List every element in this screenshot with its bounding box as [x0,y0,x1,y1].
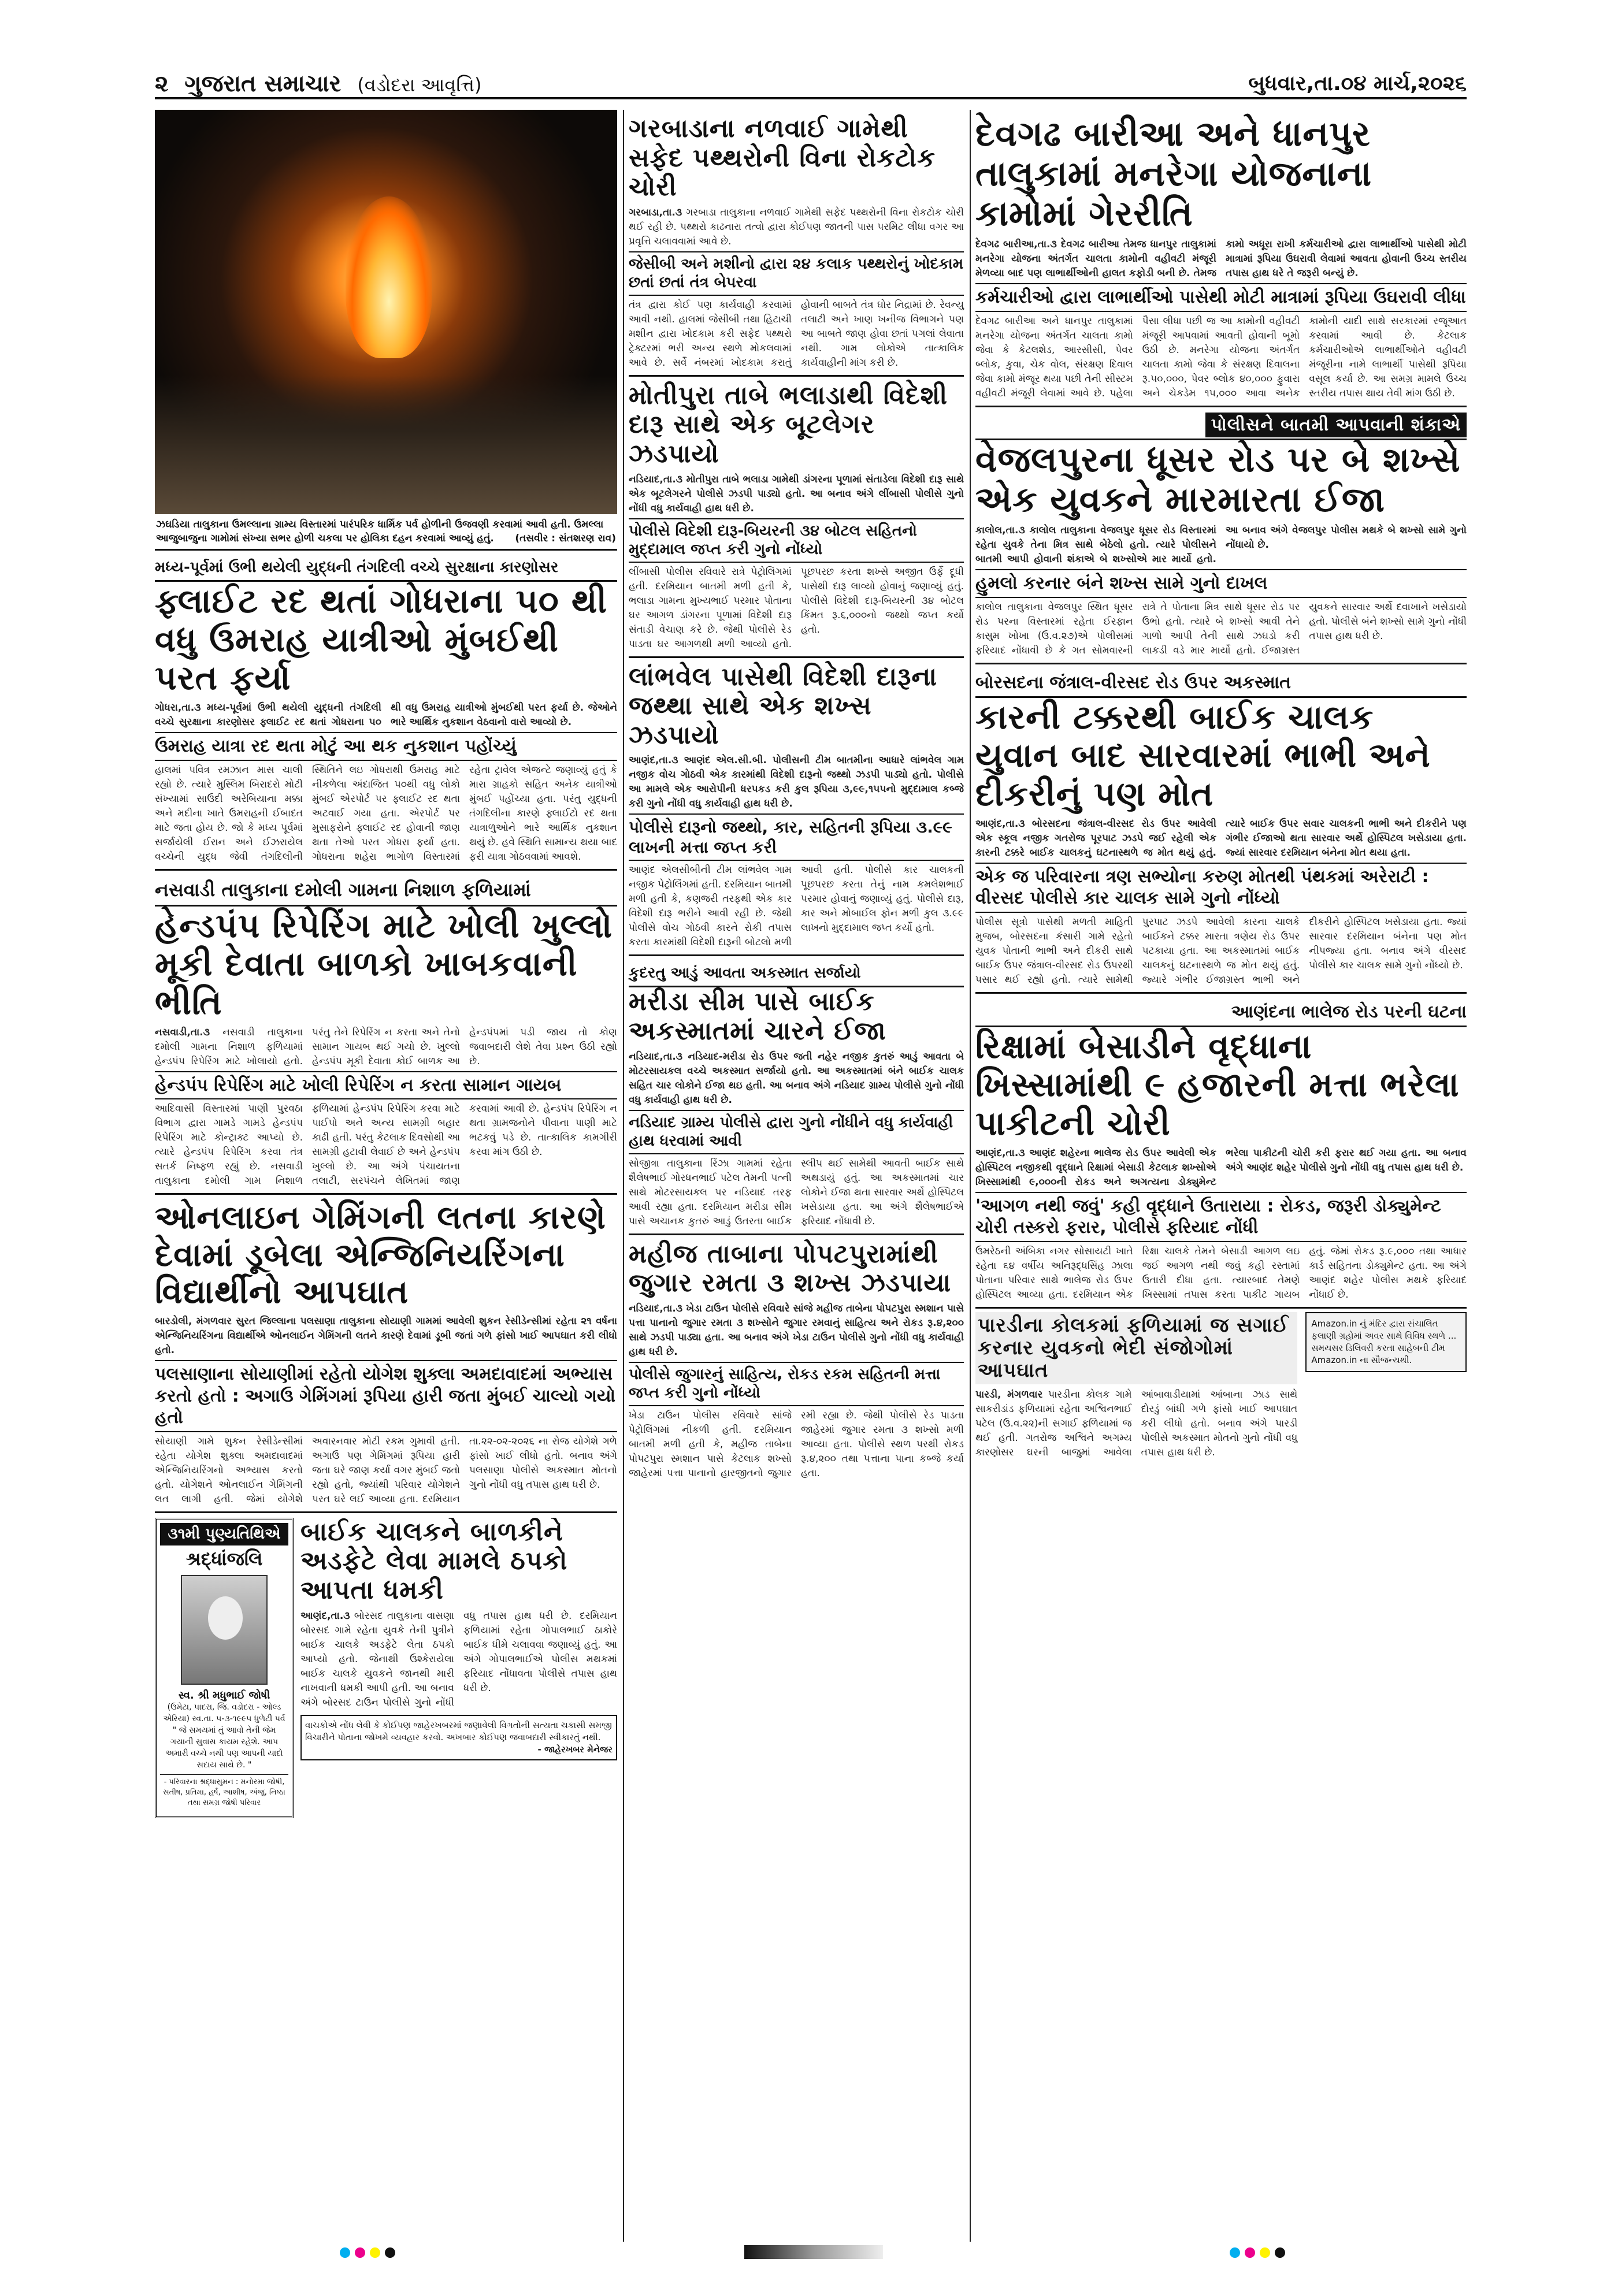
color-registration-dots [340,2247,395,2258]
story-body-main: હાલમાં પવિત્ર રમઝાન માસ ચાલી રહ્યો છે. ત્યારે મુસ્લિમ બિરાદરો મોટી સંખ્યામાં સાઉદી અરેબિયાના મક્કા અને મદીના ખાતે ઉમરાહની ઈબાદત માટે જતા હોય છે. જો કે મધ્ય પૂર્વમાં સર્જાયેલી ઈરાન અને ઈઝરાયેલ વચ્ચેની યુદ્ધ જેવી તંગદિલીની સ્થિતિને લઇ ગોધરાથી ઉમરાહ માટે નીકળેલા અંદાજિત ૫૦થી વધુ લોકો મુંબઈ એરપોર્ટ પર ફ્લાઈટ રદ થતા અટવાઈ ગયા હતા. એરપોર્ટ પર મુસાફરોને ફ્લાઈટ રદ હોવાની જાણ થતા તેઓ પરત ગોધરા ફર્યા હતા. ગોધરાના શહેરા ભાગોળ વિસ્તારમાં રહેતા ટ્રાવેલ એજન્ટે જણાવ્યું હતું કે મારા ગ્રાહકો સહિત અનેક યાત્રીઓ મુંબઈ પહોંચ્યા હતા. પરંતુ યુદ્ધની તંગદિલીના કારણે ફ્લાઈટો રદ થતા યાત્રાળુઓને ભારે આર્થિક નુકશાન થયું છે. હવે સ્થિતિ સામાન્ય થયા બાદ ફરી યાત્રા ગોઠવવામાં આવશે. [155,764,618,863]
story-lead: આણંદ એલ.સી.બી. પોલીસની ટીમ બાતમીના આધારે લાંભવેલ ગામ નજીક વોચ ગોઠવી એક કારમાંથી વિદેશી દારૂનો જથ્થો ઝડપી પાડ્યો હતો. પોલીસે આ મામલે એક આરોપીની ધરપકડ કરી કુલ રૂપિયા ૩,૯૯,૧૫૫નો મુદ્દામાલ કબ્જે કરી ગુનો નોંધી વધુ કાર્યવાહી હાથ ધરી છે. [629,755,964,810]
story-lead-block [975,1146,1467,1190]
story-headline: કારની ટક્કરથી બાઈક ચાલક યુવાન બાદ સારવારમાં ભાભી અને દીકરીનું પણ મોત [975,697,1431,813]
story-lead: ગરબાડા તાલુકાના નળવાઈ ગામેથી સફેદ પથ્થરોની વિના રોકટોક ચોરી થઈ રહી છે. પથ્થરો કાઢનારા તત્વો દ્વારા કોઈપણ જાતની પાસ પરમિટ લીધા વગર આ પ્રવૃત્તિ ચલાવવામાં આવે છે. [629,206,964,247]
story-kicker [975,412,1467,441]
cyan-dot [1230,2247,1240,2258]
story-lead: મધ્ય-પૂર્વમાં ઉભી થયેલી યુદ્ધની તંગદિલી વચ્ચે સુરક્ષાના કારણોસર ફ્લાઈટ રદ થતાં ગોધરાના ૫૦ થી વધુ ઉમરાહ યાત્રીઓ મુંબઈથી પરત ફર્યા છે. જેઓને ભારે આર્થિક નુકશાન વેઠવાનો વારો આવ્યો છે. [155,702,617,729]
story-headline: લાંભવેલ પાસેથી વિદેશી દારૂના જથ્થા સાથે એક શખ્સ ઝડપાયો [629,662,937,750]
story-body-main: ઉમરેઠની અંબિકા નગર સોસાયટી ખાતે રહેતા ૬૪ વર્ષીય અનિરૂદ્ધસિંહ ઝાલા પોતાના પરિવાર સાથે ભાલેજ રોડ ઉપર હોસ્પિટલ આવ્યા હતા. દરમિયાન એક રિક્ષા ચાલકે તેમને બેસાડી આગળ લઇ જઈ આગળ નથી જવું કહી રસ્તામાં ઉતારી દીધા હતા. ત્યારબાદ તેમણે ખિસ્સામાં તપાસ કરતા પાકીટ ગાયબ હતું. જેમાં રોકડ રૂ.૯,૦૦૦ તથા આધાર કાર્ડ સહિતના ડોક્યુમેન્ટ હતા. આ અંગે આણંદ શહેર પોલીસ મથકે ફરિયાદ નોંધાઈ છે. [975,1245,1467,1301]
grey-scale-bar [744,2245,883,2259]
story-body-text: પારડીના કોલક ગામે સાકરીડાંડ ફળિયામાં રહેતા અશ્વિનભાઈ પટેલ (ઉ.વ.૨૨)ની સગાઈ ફળિયામાં જ થઈ હતી. ગતરોજ અશ્વિને અગમ્ય કારણોસર ઘરની બાજુમાં આવેલા આંબાવાડીયામાં આંબાના ઝાડ સાથે દોરડું બાંધી ગળે ફાંસો ખાઈ આપઘાત કરી લીધો હતો. બનાવ અંગે પારડી પોલીસે અકસ્માત મોતનો ગુનો નોંધી વધુ તપાસ હાથ ધરી છે. [975,1388,1298,1458]
black-dot [385,2247,395,2258]
story-subhead: 'આગળ નથી જવું' કહી વૃદ્ધાને ઉતારાયા : રોકડ, જરૂરી ડોક્યુમેન્ટ ચોરી તસ્કરો ફરાર, પોલીસે ફરિયાદ નોંધી [975,1192,1467,1242]
story-body-main: લીંબાસી પોલીસ રવિવારે રાત્રે પેટ્રોલિંગમાં હતી. દરમિયાન બાતમી મળી હતી કે, ભલાડા ગામના મુખ્યભાઈ પરમાર પોતાના ઘર આગળ ડાંગરના પૂળામાં વિદેશી દારૂ સંતાડી વેચાણ કરે છે. જેથી પોલીસે રેડ પાડતા ઘર આગળથી મળી આવ્યો હતો. પૂછપરછ કરતા શખ્સે અજીત ઉર્ફે દૂધી પાસેથી દારૂ લાવ્યો હોવાનું જણાવ્યું હતું. પોલીસે વિદેશી દારૂ-બિયરની ૩૪ બોટલ કિંમત રૂ.૬,૦૦૦નો જથ્થો જપ્ત કર્યો હતો. [629,566,964,650]
story-headline: હેન્ડપંપ રિપેરિંગ માટે ખોલી ખુલ્લો મૂકી દેવાતા બાળકો ખાબકવાની ભીતિ [155,905,613,1022]
story-lead-block [975,237,1467,281]
photo-credit: (તસવીર : સંતશરણ રાવ) [515,533,616,544]
story-gaming [155,1195,617,1513]
story-pardi [975,1312,1297,1460]
amazon-advert-text: Amazon.in નું મંદિર દ્વારા સંચાલિત ફલાણી ગ્રહોમાં અવર સાથે વિવિધ સ્થળે ... સમયસર ડિલિવરી કરતા સાહેબની ટીમ Amazon.in ના સૌજન્યથી. [1305,1312,1467,1372]
color-registration-dots [1230,2247,1285,2258]
bottom-left-block [155,1513,617,1807]
masthead-left [155,70,490,97]
story-headline: મોતીપુરા તાબે ભલાડાથી વિદેશી દારૂ સાથે એક બૂટલેગર ઝડપાયો [629,380,948,469]
story-headline: ફ્લાઈટ રદ થતાં ગોધરાના ૫૦ થી વધુ ઉમરાહ યાત્રીઓ મુંબઈથી પરત ફર્યા [155,581,607,698]
kicker-banner: પોલીસને બાતમી આપવાની શંકાએ [1205,413,1467,437]
story-body-main: ખેડા ટાઉન પોલીસ રવિવારે સાંજે પેટ્રોલિંગમાં નીકળી હતી. દરમિયાન બાતમી મળી હતી કે, મહીજ તાબેના પોપટપુરા સ્મશાન પાસે કેટલાક શખ્સો જાહેરમાં પત્તા પાનાનો હારજીતનો જુગાર રમી રહ્યા છે. જેથી પોલીસે રેડ પાડતા જાહેરમાં જુગાર રમતા ૩ શખ્સો મળી આવ્યા હતા. પોલીસે સ્થળ પરથી રોકડ રૂ.૪,૨૦૦ તથા પત્તાના પાના કબ્જે કર્યા હતા. [629,1409,964,1479]
story-mgnrega [975,110,1467,407]
story-lead: નડિયાદ-મરીડા રોડ ઉપર જતી નહેર નજીક કુતરું આડું આવતા બે મોટરસાયકલ વચ્ચે અકસ્માત સર્જાયો હતો. આ અકસ્માતમાં બંને બાઈક ચાલક સહિત ચાર લોકોને ઈજા થઇ હતી. આ બનાવ અંગે નડિયાદ ગ્રામ્ય પોલીસે ગુનો નોંધી વધુ કાર્યવાહી હાથ ધરી છે. [629,1050,964,1106]
obituary-name: સ્વ. શ્રી મધુભાઈ જોષી [178,1689,270,1701]
bottom-right-block [975,1309,1467,1460]
obituary-message: " જે સમયમાં તું આવો તેની જેમ ગયાની સુવાસ કાયમ રહેશે. આપ અમારી વચ્ચે નથી પણ આપની યાદો સદાય સાથે છે. " [165,1725,283,1770]
story-kicker: મધ્ય-પૂર્વમાં ઉભી થયેલી યુદ્ધની તંગદિલી વચ્ચે સુરક્ષાના કારણોસર [155,555,617,582]
story-lead-block [975,523,1467,567]
amazon-advert [1305,1312,1467,1460]
story-garbada [629,110,964,377]
story-lead-block [629,1050,964,1108]
story-vejalpur [975,407,1467,664]
story-lead: આણંદ શહેરના ભાલેજ રોડ ઉપર આવેલી એક હોસ્પિટલ નજીકથી વૃદ્ધાને રિક્ષામાં બેસાડી કેટલાક શખ્સોએ ખિસ્સામાંથી ૯,૦૦૦ની રોકડ અને અગત્યના ડોક્યુમેન્ટ ભરેલા પાકીટની ચોરી કરી ફરાર થઈ ગયા હતા. આ બનાવ અંગે આણંદ શહેર પોલીસે ગુનો નોંધી વધુ તપાસ હાથ ધરી છે. [975,1147,1467,1188]
story-subhead: પોલીસે વિદેશી દારૂ-બિયરની ૩૪ બોટલ સહિતનો મુદ્દામાલ જપ્ત કરી ગુનો નોંધ્યો [629,518,964,563]
masthead [155,69,1467,99]
dateline: આણંદ,તા.૩ [975,818,1025,830]
obituary-info: (ઉમેટા, પાદરા, જિ. વડોદરા - ઓલ્ડ એરિયા) સ્વ.તા. ૫-૩-૧૯૯૫ ધુળેટી પર્વ [163,1702,285,1723]
yellow-dot [370,2247,380,2258]
story-bike-threat [300,1518,617,1760]
story-lead: મોતીપુરા તાબે ભલાડા ગામેથી ડાંગરના પૂળામાં સંતાડેલા વિદેશી દારૂ સાથે એક બૂટલેગરને પોલીસે ઝડપી પાડ્યો હતો. આ બનાવ અંગે લીંબાસી પોલીસે ગુનો નોંધી વધુ કાર્યવાહી હાથ ધરી છે. [629,473,964,514]
story-body-main: પોલીસ સૂત્રો પાસેથી મળતી માહિતી મુજબ, બોરસદના કંસારી ગામે રહેતો યુવક પોતાની ભાભી અને દીકરી સાથે બાઈક ઉપર જંત્રાલ-વીરસદ રોડ ઉપરથી પસાર થઈ રહ્યો હતો. ત્યારે સામેથી પુરપાટ ઝડપે આવેલી કારના ચાલકે બાઈકને ટક્કર મારતા ત્રણેય રોડ ઉપર પટકાયા હતા. આ અકસ્માતમાં બાઈક ચાલકનું ઘટનાસ્થળે જ મોત થયું હતું. જ્યારે ગંભીર ઈજાગ્રસ્ત ભાભી અને દીકરીને હોસ્પિટલ ખસેડાયા હતા. જ્યાં સારવાર દરમિયાન બંનેના પણ મોત નીપજ્યા હતા. બનાવ અંગે વીરસદ પોલીસે કાર ચાલક સામે ગુનો નોંધ્યો છે. [975,916,1467,986]
story-subhead: પલસાણાના સોયાણીમાં રહેતો યોગેશ શુક્લા અમદાવાદમાં અભ્યાસ કરતો હતો : અગાઉ ગેમિંગમાં રૂપિયા હારી જતા મુંબઈ ચાલ્યો ગયો હતો [155,1360,617,1432]
story-kicker: કુદરતુ આડું આવતા અકસ્માત સર્જાયો [629,961,964,987]
cyan-dot [340,2247,350,2258]
story-body [975,1388,1297,1460]
story-borsad [975,664,1467,994]
story-umrah [155,551,617,871]
dateline: નડિયાદ,તા.૩ [629,1050,683,1062]
story-headline: મરીડા સીમ પાસે બાઈક અકસ્માતમાં ચારને ઈજા [629,987,886,1046]
column-left [155,110,617,1818]
story-subhead: હેન્ડપંપ રિપેરિંગ માટે ખોલી રિપેરિંગ ન કરતા સામાન ગાયબ [155,1071,617,1100]
story-lead-block [629,1302,964,1359]
story-lead: કાલોલ તાલુકાના વેજલપુર ધૂસર રોડ વિસ્તારમાં રહેતા યુવકે તેના મિત્ર સાથે બેઠેલો હતો. ત્યારે પોલીસને બાતમી આપી હોવાની શંકાએ બે શખ્સોએ માર માર્યો હતો. આ બનાવ અંગે વેજલપુર પોલીસ મથકે બે શખ્સો સામે ગુનો નોંધાયો છે. [975,525,1467,565]
obituary-title: ૩૧મી પુણ્યતિથિએ [160,1523,288,1545]
bonfire-flame [346,196,432,358]
story-headline: વેજલપુરના ધૂસર રોડ પર બે શખ્સે એક યુવકને મારમારતા ઈજા [975,440,1461,520]
story-subhead: એક જ પરિવારના ત્રણ સભ્યોના કરુણ મોતથી પંથકમાં અરેરાટી : વીરસદ પોલીસે કાર ચાલક સામે ગુનો નોંધ્યો [975,863,1467,913]
story-lead-block [975,817,1467,860]
story-lead: સુરત જિલ્લાના પલસાણા તાલુકાના સોયાણી ગામમાં આવેલી શુકન રેસીડેન્સીમાં રહેતા ૨૧ વર્ષના એન્જિનિયરિંગના વિદ્યાર્થીએ ઓનલાઈન ગેમિંગની લતને કારણે દેવામાં ડૂબી જતાં ગળે ફાંસો ખાઈ આપઘાત કરી લીધો હતો. [155,1316,617,1357]
print-registration-strip [155,2242,1467,2265]
dateline: બારડોલી, મંગળવાર [155,1316,232,1328]
dateline: આણંદ,તા.૩ [629,755,678,767]
story-body-main: તંત્ર દ્વારા કોઈ પણ કાર્યવાહી કરવામાં આવી નથી. હાલમાં જેસીબી તથા હિટાચી મશીન દ્વારા ખોદકામ કરી સફેદ પથ્થરો ટ્રેક્ટરમાં ભરી અન્ય સ્થળે મોકલવામાં આવે છે. સર્વે નંબરમાં ખોદકામ કરાતું હોવાની બાબતે તંત્ર ઘોર નિદ્રામાં છે. રેવન્યુ તલાટી અને ખાણ ખનીજ વિભાગને પણ આ બાબતે જાણ હોવા છતાં પગલાં લેવાતા નથી. ગામ લોકોએ તાત્કાલિક કાર્યવાહીની માંગ કરી છે. [629,299,964,369]
story-body-main: કાલોલ તાલુકાના વેજલપુર સ્થિત ધૂસર રોડ પરના વિસ્તારમાં રહેતા ઈરફાન કાસુમ ખોખા (ઉ.વ.૨૭)એ પોલીસમાં ફરિયાદ નોંધાવી છે કે ગત સોમવારની રાત્રે તે પોતાના મિત્ર સાથે ધૂસર રોડ પર ઉભો હતો. ત્યારે બે શખ્સો આવી તેને ગાળો આપી તેની સાથે ઝઘડો કરી લાકડી વડે માર માર્યો હતો. ઈજાગ્રસ્ત યુવકને સારવાર અર્થે દવાખાને ખસેડાયો હતો. પોલીસે બંને શખ્સો સામે ગુનો નોંધી તપાસ હાથ ધરી છે. [975,601,1467,656]
photo-caption [155,514,617,551]
story-marida [629,956,964,1235]
dateline: ગોધરા,તા.૩ [155,702,201,714]
story-motipura [629,377,964,658]
obituary-portrait [181,1575,268,1685]
story-handpump [155,871,617,1195]
column-rule [970,110,971,2242]
advert-disclaimer [300,1715,617,1760]
caption-text: ઝઘડિયા તાલુકાના ઉમલ્લાના ગ્રામ્ય વિસ્તારમાં પારંપરિક ધાર્મિક પર્વ હોળીની ઉજવણી કરવામાં આવી હતી. ઉમલ્લા આજુબાજુના ગામોમાં સંખ્યા સભર હોળી ચકલા પર હોલિકા દહન કરવામાં આવ્યું હતું. [156,519,604,544]
issue-date: બુધવાર,તા.૦૪ માર્ચ,૨૦૨૬ [1248,72,1467,95]
black-dot [1275,2247,1285,2258]
crowd-silhouette [155,376,617,514]
dateline: દેવગઢ બારીઆ,તા.૩ [975,239,1057,250]
story-subhead: ઉમરાહ યાત્રા રદ થતા મોટું આ થક નુકશાન પહોંચ્યું [155,732,617,761]
story-lead: બોરસદના જંત્રાલ-વીરસદ રોડ ઉપર આવેલી એક સ્કૂલ નજીક ગતરોજ પૂરપાટ ઝડપે જઈ રહેલી એક કારની ટક્કરે બાઈક ચાલકનું ઘટનાસ્થળે જ મોત થયું હતું. ત્યારે બાઈક ઉપર સવાર ચાલકની ભાભી અને દીકરીને પણ ગંભીર ઈજાઓ થતા સારવાર અર્થે હોસ્પિટલ ખસેડાયા હતા. જ્યાં સારવાર દરમિયાન બંનેના મોત થયા હતા. [975,818,1467,859]
story-lead: નસવાડી તાલુકાના દમોલી ગામના નિશાળ ફળિયામાં હેન્ડપંપ રિપેરિંગ માટે ખોલાયો હતો. પરંતુ તેને રિપેરિંગ ન કરતા અને તેનો સામાન ગાયબ થઈ ગયો છે. ખુલ્લો હેન્ડપંપ મૂકી દેવાતા કોઈ બાળક આ હેન્ડપંપમાં પડી જાય તો કોણ જવાબદારી લેશે તેવા પ્રશ્ન ઉઠી રહ્યો છે. [155,1026,617,1067]
story-subhead: પોલીસે જુગારનું સાહિત્ય, રોકડ રકમ સહિતની મત્તા જપ્ત કરી ગુનો નોંધ્યો [629,1362,964,1406]
story-body-main: દેવગઢ બારીઆ અને ધાનપુર તાલુકામાં મનરેગા યોજના અંતર્ગત ચાલતા કામો જેવા કે કેટલશેડ, આરસીસી, પેવર બ્લોક, કુવા, ચેક વોલ, સંરક્ષણ દિવાલ જેવા કામો મંજૂર થયા પછી તેની સીસ્ટમ વહીવટી મંજૂરી લેવામાં આવે છે. પહેલા પૈસા લીધા પછી જ આ કામોની વહીવટી મંજૂરી આપવામાં આવતી હોવાની બૂમો ઉઠી છે. મનરેગા યોજના અંતર્ગત ચાલતા કામો જેવા કે સંરક્ષણ દિવાલના રૂ.૫૦,૦૦૦, પેવર બ્લોક ૪૦,૦૦૦ ફુવારા અને ચેકડેમ ૧૫,૦૦૦ આવા અનેક કામોની યાદી સાથે સરકારમાં રજૂઆત કરવામાં આવી છે. કેટલાક કર્મચારીઓએ લાભાર્થીઓને વહીવટી મંજૂરીના નામે લાભાર્થી પાસેથી રૂપિયા વસૂલ કર્યા છે. આ સમગ્ર મામલે ઉચ્ચ સ્તરીય તપાસ થાય તેવી માંગ ઉઠી છે. [975,315,1467,399]
story-headline: પારડીના કોલકમાં ફળિયામાં જ સગાઈ કરનાર યુવકનો ભેદી સંજોગોમાં આપઘાત [975,1312,1297,1384]
story-kicker: નસવાડી તાલુકાના દમોલી ગામના નિશાળ ફળિયામાં [155,875,617,906]
story-lead: ખેડા ટાઉન પોલીસે રવિવારે સાંજે મહીજ તાબેના પોપટપુરા સ્મશાન પાસે પત્તા પાનાનો જુગાર રમતા ૩ શખ્સોને જુગાર રમવાનું સાહિત્ય અને રોકડ રૂ.૪,૨૦૦ સાથે ઝડપી પાડ્યા હતા. આ બનાવ અંગે ખેડા ટાઉન પોલીસે ગુનો નોંધી વધુ કાર્યવાહી હાથ ધરી છે. [629,1302,964,1358]
dateline: નસવાડી,તા.૩ [155,1026,210,1038]
column-middle [629,110,964,1485]
story-body-main: સોજીત્રા તાલુકાના રિંઝા ગામમાં રહેતા શૈલેષભાઈ ગોરધનભાઈ પટેલ તેમની પત્ની સાથે મોટરસાયકલ પર નડિયાદ તરફ આવી રહ્યા હતા. દરમિયાન મરીડા સીમ પાસે અચાનક કુતરું આડું ઉતરતા બાઈક સ્લીપ થઈ સામેથી આવતી બાઈક સાથે અથડાયું હતું. આ અકસ્માતમાં ચાર લોકોને ઈજા થતા સારવાર અર્થે હોસ્પિટલ ખસેડાયા હતા. આ અંગે શૈલેષભાઈએ ફરિયાદ નોંધાવી છે. [629,1157,964,1227]
story-body-text: બોરસદ તાલુકાના વાસણા બોરસદ ગામે રહેતા યુવકે તેની પુત્રીને બાઈક ચાલકે અડફેટે લેતા ઠપકો આપ્યો હતો. જેનાથી ઉશ્કેરાયેલા બાઈક ચાલકે યુવકને જાનથી મારી નાખવાની ધમકી આપી હતી. આ બનાવ અંગે બોરસદ ટાઉન પોલીસે ગુનો નોંધી વધુ તપાસ હાથ ધરી છે. દરમિયાન ફળિયામાં રહેતા ગોપાલભાઈ ઠાકોરે બાઈક ધીમે ચલાવવા જણાવ્યું હતું. આ અંગે ગોપાલભાઈએ પોલીસ મથકમાં ફરિયાદ નોંધાવતા પોલીસે તપાસ હાથ ધરી છે. [300,1610,617,1708]
story-body-main: આદિવાસી વિસ્તારમાં પાણી પુરવઠા વિભાગ દ્વારા ગામડે ગામડે હેન્ડપંપ રિપેરિંગ માટે કોન્ટ્રાક્ટ આપ્યો છે. ત્યારે હેન્ડપંપ રિપેરિંગ કરવા તંત્ર સતર્ક નિષ્ફળ રહ્યું છે. નસવાડી તાલુકાના દમોલી ગામ નિશાળ ફળિયામાં હેન્ડપંપ રિપેરિંગ કરવા માટે પાઈપો અને અન્ય સામગ્રી બહાર કાઢી હતી. પરંતુ કેટલાક દિવસોથી આ સામગ્રી હટાવી લેવાઈ છે અને હેન્ડપંપ ખુલ્લો છે. આ અંગે પંચાયતના તલાટી, સરપંચને લેખિતમાં જાણ કરવામાં આવી છે. હેન્ડપંપ રિપેરિંગ ન થતા ગ્રામજનોને પીવાના પાણી માટે ભટકવું પડે છે. તાત્કાલિક કામગીરી કરવા માંગ ઉઠી છે. [155,1103,617,1187]
story-subhead: જેસીબી અને મશીનો દ્વારા ૨૪ કલાક પથ્થરોનું ખોદકામ છતાં છતાં તંત્ર બેપરવા [629,251,964,296]
paper-name: ગુજરાત સમાચાર [184,70,342,97]
obituary-box [155,1518,294,1818]
dateline: પારડી, મંગળવાર [975,1388,1043,1400]
story-kicker: આણંદના ભાલેજ રોડ પરની ઘટના [975,998,1467,1027]
obituary-family: - પરિવારના શ્રદ્ધાસુમન : મનોરમા જોષી, સતીષ, પ્રતિમા, હર્ષ, આશીષ, અંજુ, નિષ્ઠા તથા સમગ્ર જોષી પરિવાર [160,1774,288,1808]
story-subhead: કર્મચારીઓ દ્વારા લાભાર્થીઓ પાસેથી મોટી માત્રામાં રૂપિયા ઉઘરાવી લીધા [975,283,1467,312]
story-lead-block [629,206,964,249]
story-kicker: બોરસદના જંત્રાલ-વીરસદ રોડ ઉપર અકસ્માત [975,669,1467,698]
yellow-dot [1260,2247,1270,2258]
story-subhead: હુમલો કરનાર બંને શખ્સ સામે ગુનો દાખલ [975,569,1467,598]
dateline: નડિયાદ,તા.૩ [629,1302,683,1314]
dateline: આણંદ,તા.૩ [300,1610,350,1622]
magenta-dot [1245,2247,1255,2258]
story-headline: દેવગઢ બારીઆ અને ધાનપુર તાલુકામાં મનરેગા યોજનાના કામોમાં ગેરરીતિ [975,114,1372,234]
story-headline: ઓનલાઇન ગેમિંગની લતના કારણે દેવામાં ડૂબેલા એન્જિનિયરિંગના વિદ્યાર્થીનો આપઘાત [155,1199,606,1311]
column-rule [623,110,624,2242]
disclaimer-signature: - જાહેરખબર મેનેજર [537,1744,613,1755]
page-number: ૨ [155,70,169,97]
story-lead: દેવગઢ બારીઆ તેમજ ધાનપુર તાલુકામાં મનરેગા યોજના અંતર્ગત ચાલતા કામોની વહીવટી મંજૂરી મેળવ્યા બાદ પણ લાભાર્થીઓની હાલત કફોડી બની છે. તેમજ કામો અધૂરા રાખી કર્મચારીઓ દ્વારા લાભાર્થીઓ પાસેથી મોટી માત્રામાં રૂપિયા ઉઘરાવી લેવામાં આવતા હોવાની ઉચ્ચ સ્તરીય તપાસ હાથ ધરે તે જરૂરી બન્યું છે. [975,239,1467,279]
column-right [975,110,1467,1460]
story-lead-block [629,473,964,516]
dateline: ગરબાડા,તા.૩ [629,206,682,218]
story-body [300,1609,617,1710]
story-lambhvel [629,658,964,957]
story-anand-theft [975,994,1467,1309]
holi-bonfire-photo [155,110,617,514]
story-body-main: આણંદ એલસીબીની ટીમ લાંભવેલ ગામ નજીક પેટ્રોલિંગમાં હતી. દરમિયાન બાતમી મળી હતી કે, કણજરી તરફથી એક કાર વિદેશી દારૂ ભરીને આવી રહી છે. જેથી પોલીસે વોચ ગોઠવી કારને રોકી તપાસ કરતા કારમાંથી વિદેશી દારૂની બોટલો મળી આવી હતી. પોલીસે કાર ચાલકની પૂછપરછ કરતા તેનું નામ કમલેશભાઈ પરમાર હોવાનું જણાવ્યું હતું. પોલીસે દારૂ, કાર અને મોબાઈલ ફોન મળી કુલ ૩.૯૯ લાખનો મુદ્દામાલ જપ્ત કર્યો હતો. [629,864,964,949]
obituary-subtitle: શ્રદ્ધાંજલિ [185,1547,263,1570]
edition: (વડોદરા આવૃત્તિ) [357,74,482,96]
story-headline: બાઈક ચાલકને બાળકીને અડફેટે લેવા મામલે ઠપકો આપતા ધમકી [300,1517,568,1605]
story-headline: ગરબાડાના નળવાઈ ગામેથી સફેદ પથ્થરોની વિના રોકટોક ચોરી [629,114,936,202]
story-subhead: નડિયાદ ગ્રામ્ય પોલીસે દ્વારા ગુનો નોંધીને વધુ કાર્યવાહી હાથ ધરવામાં આવી [629,1110,964,1154]
disclaimer-text: વાચકોએ નોંધ લેવી કે કોઈપણ જાહેરખબરમાં જણાવેલી વિગતોની સત્યતા ચકાસી સમજી વિચારીને પોતાના જોખમે વ્યવહાર કરવો. અખબાર કોઈપણ જવાબદારી સ્વીકારતું નથી. [305,1719,612,1743]
story-body-main: સોયાણી ગામે શુકન રેસીડેન્સીમાં રહેતા યોગેશ શુક્લા અમદાવાદમાં એન્જિનિયરિંગનો અભ્યાસ કરતો હતો. યોગેશને ઓનલાઈન ગેમિંગની લત લાગી હતી. જેમાં યોગેશે અવારનવાર મોટી રકમ ગુમાવી હતી. અગાઉ પણ ગેમિંગમાં રૂપિયા હારી જતા ઘરે જાણ કર્યા વગર મુંબઈ જતો રહ્યો હતો, જ્યાંથી પરિવાર યોગેશને પરત ઘરે લઈ આવ્યા હતા. દરમિયાન તા.૨૨-૦૨-૨૦૨૬ ના રોજ યોગેશે ગળે ફાંસો ખાઈ લીધો હતો. બનાવ અંગે પલસાણા પોલીસે અકસ્માત મોતનો ગુનો નોંધી વધુ તપાસ હાથ ધરી છે. [155,1435,617,1505]
dateline: નડિયાદ,તા.૩ [629,473,683,485]
story-headline: મહીજ તાબાના પોપટપુરામાંથી જુગાર રમતા ૩ શખ્સ ઝડપાયા [629,1239,952,1298]
dateline: કાલોલ,તા.૩ [975,525,1025,536]
story-headline: રિક્ષામાં બેસાડીને વૃદ્ધાના ખિસ્સામાંથી ૯ હજારની મત્તા ભરેલા પાકીટની ચોરી [975,1026,1460,1143]
story-body [155,1026,617,1069]
story-mahij [629,1235,964,1485]
magenta-dot [355,2247,365,2258]
story-body [155,701,617,730]
dateline: આણંદ,તા.૩ [975,1147,1025,1159]
story-subhead: પોલીસે દારૂનો જથ્થો, કાર, સહિતની રૂપિયા ૩.૯૯ લાખની મત્તા જપ્ત કરી [629,813,964,861]
story-lead-block [629,753,964,811]
story-lead-block [155,1314,617,1358]
